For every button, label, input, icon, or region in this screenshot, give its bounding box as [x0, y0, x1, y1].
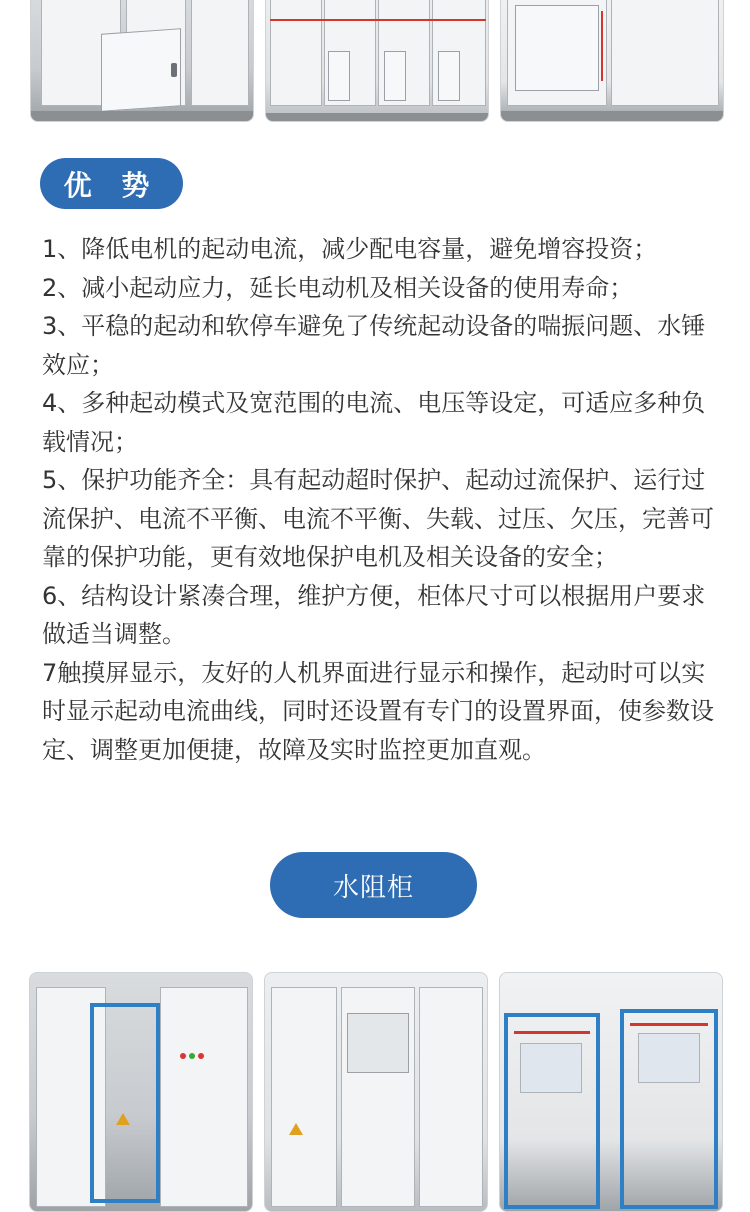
advantage-item: 1、降低电机的起动电流，减少配电容量，避免增容投资；: [42, 235, 658, 263]
cabinet-photo-interior: [500, 0, 724, 122]
warning-sign-icon: [116, 1113, 130, 1125]
advantages-title: 优 势: [63, 168, 160, 202]
cabinet-photo-row: [265, 0, 489, 122]
cabinet-photo-open-door: [30, 0, 254, 122]
advantage-item: 7触摸屏显示，友好的人机界面进行显示和操作，起动时可以实时显示起动电流曲线，同时还设置有专门的设置界面，使参数设定、调整更加便捷，故障及实时监控更加直观。: [42, 658, 714, 764]
advantage-item: 4、多种起动模式及宽范围的电流、电压等设定，可适应多种负载情况；: [42, 389, 706, 456]
advantage-item: 5、保护功能齐全：具有起动超时保护、起动过流保护、运行过流保护、电流不平衡、电流不平衡、失载、过压、欠压，完善可靠的保护功能，更有效地保护电机及相关设备的安全；: [42, 466, 714, 571]
advantage-item: 2、减小起动应力，延长电动机及相关设备的使用寿命；: [42, 273, 634, 302]
advantage-item: 6、结构设计紧凑合理，维护方便，柜体尺寸可以根据用户要求做适当调整。: [42, 581, 706, 648]
water-resistance-cabinet-blue-frame: [29, 972, 253, 1212]
warning-sign-icon: [289, 1123, 303, 1135]
water-resistance-cabinet-pair: [499, 972, 723, 1212]
advantages-list: [42, 230, 722, 769]
water-resistance-cabinet-grey: [264, 972, 488, 1212]
advantages-title-badge: [40, 158, 183, 209]
advantage-item: 3、平稳的起动和软停车避免了传统起动设备的喘振问题、水锤效应；: [42, 312, 706, 379]
product-title-badge: [270, 852, 477, 918]
product-title: 水阻柜: [332, 872, 414, 903]
